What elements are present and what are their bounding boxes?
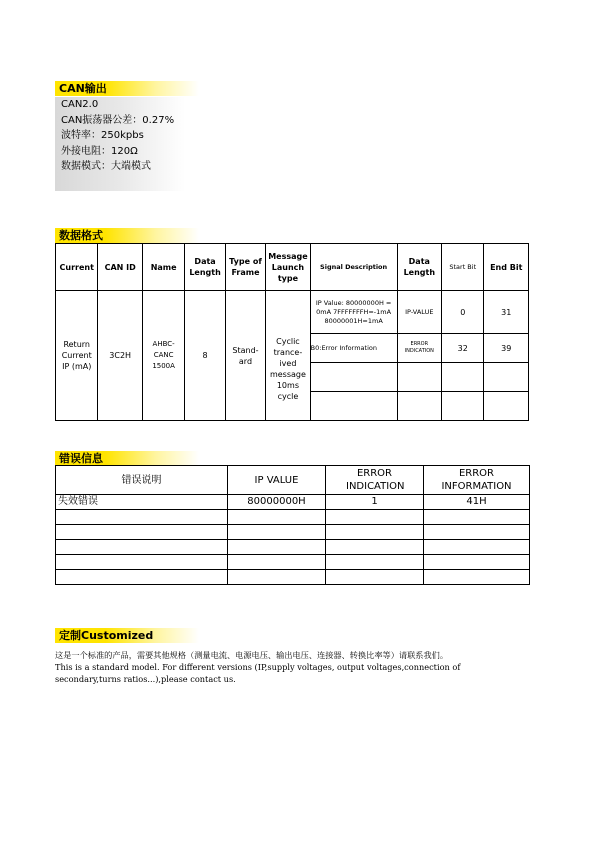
empty-cell bbox=[228, 525, 326, 540]
header-cell: Name bbox=[142, 244, 184, 291]
start-bit-cell: 32 bbox=[442, 334, 484, 363]
header-cell: End Bit bbox=[484, 244, 529, 291]
custom-line: secondary,turns ratios...),please contact us. bbox=[55, 674, 236, 684]
signal-length-cell: ERROR INDICATION bbox=[397, 334, 441, 363]
table-row bbox=[56, 555, 530, 570]
data-length-cell: 8 bbox=[185, 291, 225, 421]
header-cell: Message Launch type bbox=[266, 244, 310, 291]
custom-text bbox=[55, 649, 535, 685]
signal-description-cell: B0:Error Information bbox=[310, 334, 397, 363]
custom-line: This is a standard model. For different versions (IP,supply voltages, output voltages,connection of bbox=[55, 662, 461, 672]
error-table bbox=[55, 465, 530, 585]
format-section-title: 数据格式 bbox=[55, 228, 199, 243]
signal-length-cell: IP-VALUE bbox=[397, 291, 441, 334]
empty-cell bbox=[56, 510, 228, 525]
empty-cell bbox=[326, 540, 424, 555]
signal-description-cell: IP Value: 80000000H = 0mA 7FFFFFFFH=-1mA 80000001H=1mA bbox=[310, 291, 397, 334]
empty-cell bbox=[228, 540, 326, 555]
can-id-cell: 3C2H bbox=[98, 291, 142, 421]
current-cell: Return Current IP (mA) bbox=[56, 291, 98, 421]
header-cell: Signal Description bbox=[310, 244, 397, 291]
can-section-title: CAN输出 bbox=[55, 81, 199, 96]
empty-cell bbox=[397, 392, 441, 421]
empty-cell bbox=[484, 392, 529, 421]
empty-cell bbox=[228, 570, 326, 585]
custom-line: 这是一个标准的产品，需要其他规格（测量电流、电源电压、输出电压、连接器、转换比率等）请联系我们。 bbox=[55, 650, 449, 660]
empty-cell bbox=[228, 555, 326, 570]
empty-cell bbox=[424, 510, 530, 525]
can-line: CAN2.0 bbox=[61, 99, 99, 110]
empty-cell bbox=[326, 570, 424, 585]
can-line: CAN振荡器公差：0.27% bbox=[61, 114, 175, 126]
empty-cell bbox=[56, 540, 228, 555]
table-row bbox=[56, 525, 530, 540]
table-row bbox=[56, 540, 530, 555]
empty-cell bbox=[424, 570, 530, 585]
error-desc-cell: 失效错误 bbox=[56, 495, 228, 510]
empty-cell bbox=[228, 510, 326, 525]
can-line: 波特率：250kpbs bbox=[61, 130, 144, 141]
empty-cell bbox=[56, 570, 228, 585]
header-cell: ERROR INFORMATION bbox=[424, 466, 530, 495]
empty-cell bbox=[424, 540, 530, 555]
header-cell: ERROR INDICATION bbox=[326, 466, 424, 495]
empty-cell bbox=[442, 392, 484, 421]
table-row bbox=[56, 570, 530, 585]
header-cell: CAN ID bbox=[98, 244, 142, 291]
empty-cell bbox=[484, 363, 529, 392]
empty-cell bbox=[56, 555, 228, 570]
end-bit-cell: 31 bbox=[484, 291, 529, 334]
frame-type-cell: Stand-ard bbox=[225, 291, 265, 421]
ip-value-cell: 80000000H bbox=[228, 495, 326, 510]
custom-section-title: 定制Customized bbox=[55, 628, 199, 643]
empty-cell bbox=[424, 555, 530, 570]
error-indication-cell: 1 bbox=[326, 495, 424, 510]
header-cell: Data Length bbox=[397, 244, 441, 291]
header-cell: Data Length bbox=[185, 244, 225, 291]
can-info-box bbox=[55, 97, 185, 191]
empty-cell bbox=[424, 525, 530, 540]
table-row bbox=[56, 495, 530, 510]
error-info-cell: 41H bbox=[424, 495, 530, 510]
table-row bbox=[56, 510, 530, 525]
header-cell: Start Bit bbox=[442, 244, 484, 291]
empty-cell bbox=[326, 525, 424, 540]
table-row bbox=[56, 291, 529, 334]
end-bit-cell: 39 bbox=[484, 334, 529, 363]
launch-type-cell: Cyclic trance-ived message 10ms cycle bbox=[266, 291, 310, 421]
empty-cell bbox=[397, 363, 441, 392]
can-line: 数据模式：大端模式 bbox=[61, 161, 151, 172]
empty-cell bbox=[310, 363, 397, 392]
error-section-title: 错误信息 bbox=[55, 451, 199, 466]
name-cell: AHBC-CANC 1500A bbox=[142, 291, 184, 421]
data-format-table bbox=[55, 243, 529, 421]
header-cell: Current bbox=[56, 244, 98, 291]
table-header-row bbox=[56, 244, 529, 291]
empty-cell bbox=[310, 392, 397, 421]
table-header-row bbox=[56, 466, 530, 495]
can-line: 外接电阻：120Ω bbox=[61, 145, 138, 157]
empty-cell bbox=[326, 510, 424, 525]
empty-cell bbox=[442, 363, 484, 392]
empty-cell bbox=[326, 555, 424, 570]
header-cell: 错误说明 bbox=[56, 466, 228, 495]
header-cell: Type of Frame bbox=[225, 244, 265, 291]
empty-cell bbox=[56, 525, 228, 540]
start-bit-cell: 0 bbox=[442, 291, 484, 334]
header-cell: IP VALUE bbox=[228, 466, 326, 495]
